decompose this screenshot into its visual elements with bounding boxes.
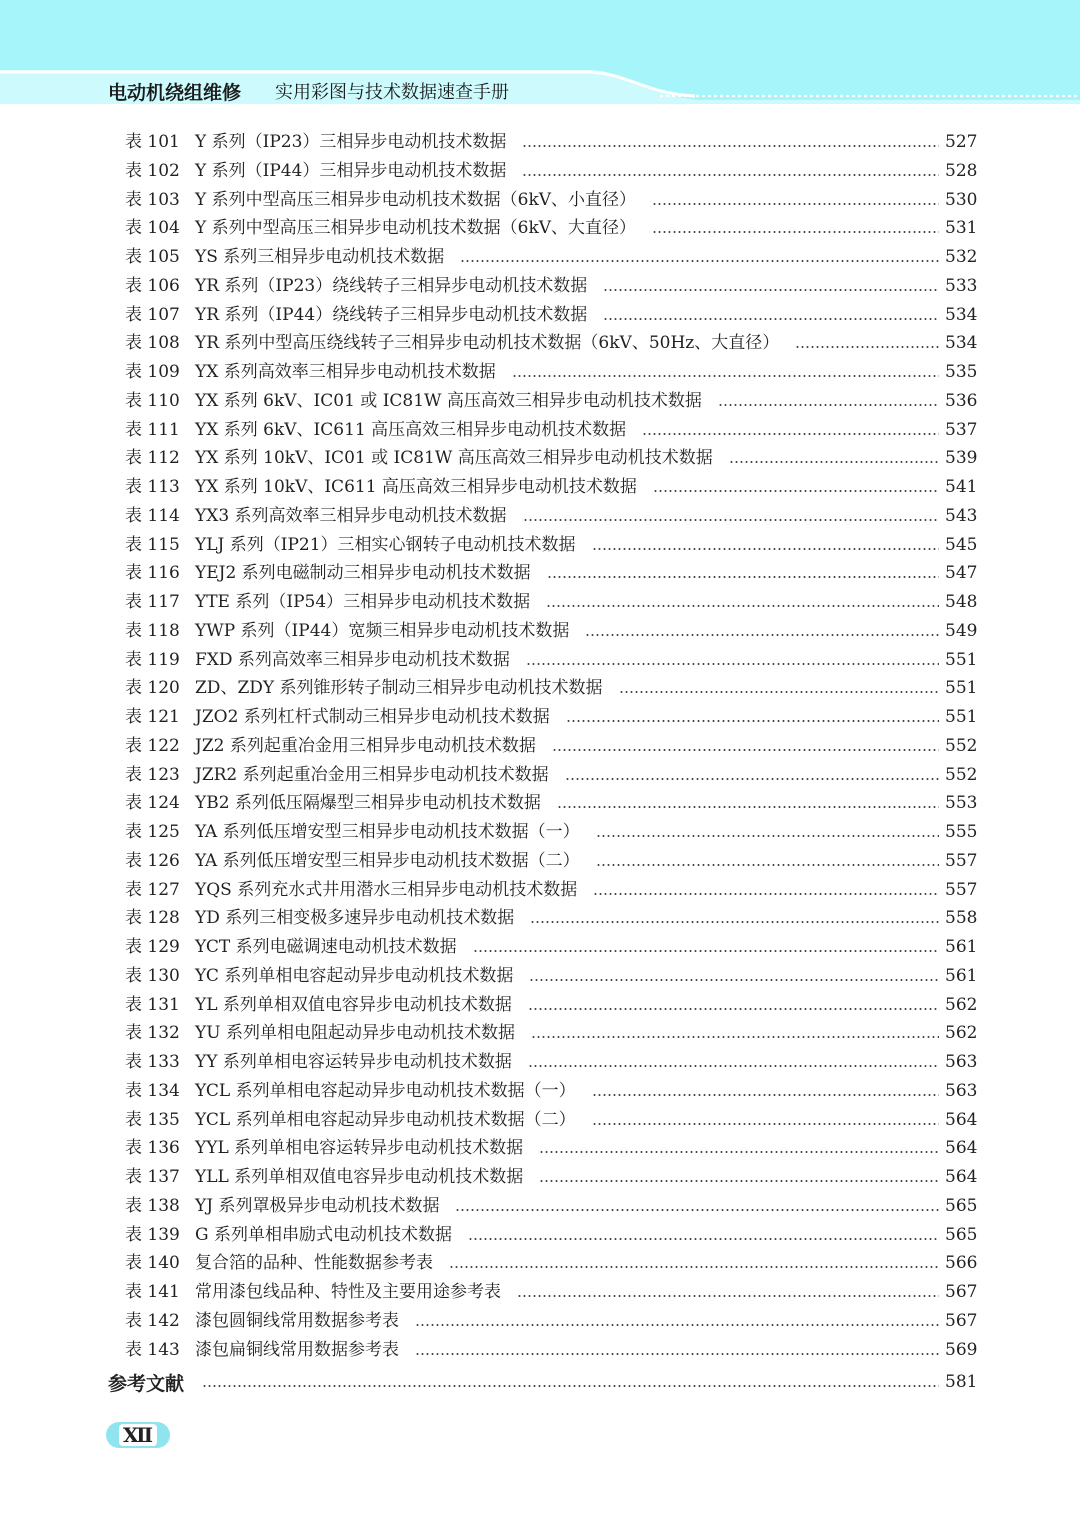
toc-entry[interactable] <box>125 1192 978 1220</box>
toc-entry-page: 564 <box>945 1167 978 1187</box>
dot-leader <box>522 145 939 147</box>
toc-entry[interactable] <box>125 1163 978 1191</box>
toc-entry-label: 表 119 <box>125 649 180 670</box>
toc-entry-page: 567 <box>945 1282 978 1302</box>
dot-leader <box>522 174 939 176</box>
toc-entry-page: 562 <box>945 994 978 1015</box>
toc-entry-page: 563 <box>945 1052 978 1072</box>
dot-leader <box>449 1266 939 1268</box>
toc-entry-label: 表 128 <box>125 908 180 929</box>
toc-entry-title: 复合箔的品种、性能数据参考表 <box>195 1253 433 1274</box>
toc-entry[interactable] <box>125 1221 978 1249</box>
toc-entry-title: YL 系列单相双值电容异步电动机技术数据 <box>195 994 512 1015</box>
toc-entry-page: 567 <box>945 1310 978 1331</box>
toc-entry-label: 表 104 <box>125 218 180 239</box>
toc-entry[interactable] <box>125 818 978 846</box>
dot-leader <box>603 318 939 320</box>
dot-leader <box>592 548 939 550</box>
toc-entry-page: 541 <box>945 477 978 497</box>
toc-entry[interactable] <box>125 1278 978 1306</box>
dot-leader <box>596 835 939 837</box>
toc-entry[interactable] <box>125 214 978 242</box>
toc-entry-page: 565 <box>945 1195 978 1216</box>
references-title: 参考文献 <box>108 1372 185 1395</box>
toc-entry[interactable] <box>125 272 978 300</box>
toc-entry-label: 表 131 <box>125 994 180 1015</box>
toc-entry-page: 527 <box>945 132 978 152</box>
toc-entry[interactable] <box>125 847 978 875</box>
toc-entry-label: 表 111 <box>125 419 180 440</box>
toc-entry[interactable] <box>125 732 978 760</box>
toc-entry-title: YCL 系列单相电容起动异步电动机技术数据（一） <box>195 1080 576 1101</box>
toc-entry-title: Y 系列（IP23）三相异步电动机技术数据 <box>195 132 507 152</box>
dot-leader <box>603 289 939 291</box>
toc-entry-title: 漆包扁铜线常用数据参考表 <box>195 1339 399 1360</box>
toc-entry[interactable] <box>125 1336 978 1364</box>
toc-entry[interactable] <box>125 243 978 271</box>
toc-entry-title: YJ 系列罩极异步电动机技术数据 <box>195 1195 440 1216</box>
toc-entry-page: 564 <box>945 1109 978 1130</box>
toc-entry-title: YLJ 系列（IP21）三相实心钢转子电动机技术数据 <box>195 534 576 555</box>
dot-leader <box>552 749 939 751</box>
toc-entry-label: 表 139 <box>125 1224 180 1245</box>
toc-entry-title: YX 系列高效率三相异步电动机技术数据 <box>195 362 496 382</box>
toc-entry-label: 表 134 <box>125 1080 180 1101</box>
toc-entry[interactable] <box>125 761 978 789</box>
toc-entry[interactable] <box>125 904 978 932</box>
toc-entry-page: 547 <box>945 563 978 584</box>
toc-entry-page: 539 <box>945 448 978 469</box>
dot-leader <box>652 231 939 233</box>
toc-entry-title: G 系列单相串励式电动机技术数据 <box>195 1224 452 1245</box>
toc-entry-label: 表 107 <box>125 304 180 325</box>
dot-leader <box>415 1324 939 1326</box>
toc-entry-label: 表 143 <box>125 1339 180 1360</box>
dot-leader <box>529 979 939 981</box>
toc-entry-title: Y 系列中型高压三相异步电动机技术数据（6kV、大直径） <box>195 218 637 239</box>
toc-entry-title: YX 系列 6kV、IC611 高压高效三相异步电动机技术数据 <box>195 419 627 440</box>
toc-entry[interactable] <box>125 387 978 415</box>
toc-entry-title: YA 系列低压增安型三相异步电动机技术数据（一） <box>195 822 580 842</box>
page-number: Ⅻ <box>119 1424 157 1446</box>
toc-entry-label: 表 110 <box>125 390 180 411</box>
toc-entry-title: YX3 系列高效率三相异步电动机技术数据 <box>195 505 507 526</box>
dot-leader <box>596 864 939 866</box>
toc-entry[interactable] <box>125 646 978 674</box>
toc-entry-page: 531 <box>945 218 978 239</box>
dot-leader <box>530 921 939 923</box>
dot-leader <box>642 433 939 435</box>
dot-leader <box>512 375 939 377</box>
toc-entry-label: 表 114 <box>125 505 180 526</box>
toc-entry-page: 551 <box>945 649 978 670</box>
toc-entry-page: 566 <box>945 1253 978 1274</box>
toc-entry-label: 表 137 <box>125 1167 180 1187</box>
dot-leader <box>729 461 939 463</box>
toc-entry-references[interactable] <box>108 1366 978 1398</box>
toc-entry-page: 534 <box>945 304 978 325</box>
toc-entry-title: YR 系列（IP44）绕线转子三相异步电动机技术数据 <box>195 304 588 325</box>
dot-leader <box>455 1209 939 1211</box>
toc-entry-page: 564 <box>945 1138 978 1159</box>
toc-entry-page: 569 <box>945 1339 978 1360</box>
toc-entry-label: 表 121 <box>125 707 180 727</box>
toc-entry-page: 563 <box>945 1080 978 1101</box>
toc-entry[interactable] <box>125 991 978 1019</box>
toc-entry-title: Y 系列（IP44）三相异步电动机技术数据 <box>195 160 507 181</box>
toc-entry-title: YR 系列中型高压绕线转子三相异步电动机技术数据（6kV、50Hz、大直径） <box>195 333 780 354</box>
toc-entry-label: 表 116 <box>125 563 180 584</box>
dot-leader <box>526 663 939 665</box>
toc-entry-title: JZR2 系列起重冶金用三相异步电动机技术数据 <box>195 764 549 785</box>
toc-entry-label: 表 115 <box>125 534 180 555</box>
dot-leader <box>566 720 939 722</box>
dot-leader <box>547 576 939 578</box>
toc-entry-title: 常用漆包线品种、特性及主要用途参考表 <box>195 1282 501 1302</box>
toc-entry-page: 535 <box>945 362 978 382</box>
toc-entry[interactable] <box>125 617 978 645</box>
toc-entry-label: 表 106 <box>125 275 180 296</box>
toc-entry[interactable] <box>125 416 978 444</box>
toc-entry-title: YY 系列单相电容运转异步电动机技术数据 <box>195 1052 512 1072</box>
toc-entry-label: 表 113 <box>125 477 180 497</box>
toc-entry-title: YX 系列 6kV、IC01 或 IC81W 高压高效三相异步电动机技术数据 <box>195 390 702 411</box>
toc-entry-page: 561 <box>945 937 978 957</box>
toc-entry-label: 表 138 <box>125 1195 180 1216</box>
toc-entry[interactable] <box>125 358 978 386</box>
toc-entry-title: YU 系列单相电阻起动异步电动机技术数据 <box>195 1023 515 1044</box>
toc-entry-page: 537 <box>945 419 978 440</box>
toc-entry[interactable] <box>125 933 978 961</box>
toc-entry[interactable] <box>125 128 978 156</box>
toc-entry-page: 565 <box>945 1224 978 1245</box>
toc-entry-title: YEJ2 系列电磁制动三相异步电动机技术数据 <box>195 563 531 584</box>
toc-entry-label: 表 101 <box>125 132 180 152</box>
toc-entry-page: 552 <box>945 764 978 785</box>
toc-entry[interactable] <box>125 789 978 817</box>
toc-entry[interactable] <box>125 1048 978 1076</box>
toc-entry-title: JZO2 系列杠杆式制动三相异步电动机技术数据 <box>195 707 550 727</box>
book-subtitle: 实用彩图与技术数据速查手册 <box>275 82 509 103</box>
toc-entry-title: YCT 系列电磁调速电动机技术数据 <box>195 937 457 957</box>
toc-entry-page: 549 <box>945 620 978 641</box>
dot-leader <box>468 1238 939 1240</box>
toc-entry[interactable] <box>125 588 978 616</box>
dot-leader <box>795 346 939 348</box>
dot-leader <box>546 605 939 607</box>
toc-entry-title: YB2 系列低压隔爆型三相异步电动机技术数据 <box>195 793 541 814</box>
dot-leader <box>557 806 939 808</box>
dot-leader <box>415 1353 939 1355</box>
dot-leader <box>653 490 939 492</box>
toc-entry-label: 表 108 <box>125 333 180 354</box>
toc-entry-label: 表 129 <box>125 937 180 957</box>
toc-entry-page: 536 <box>945 390 978 411</box>
dot-leader <box>528 1065 939 1067</box>
toc-entry[interactable] <box>125 531 978 559</box>
dot-leader <box>460 260 939 262</box>
toc-entry-label: 表 126 <box>125 850 180 871</box>
toc-entry-page: 555 <box>945 822 978 842</box>
toc-entry[interactable] <box>125 186 978 214</box>
toc-entry-label: 表 105 <box>125 247 180 267</box>
toc-entry-label: 表 133 <box>125 1052 180 1072</box>
toc-entry-label: 表 130 <box>125 965 180 986</box>
toc-entry-page: 543 <box>945 505 978 526</box>
toc-entry-label: 表 122 <box>125 735 180 756</box>
dot-leader <box>528 1008 939 1010</box>
toc-entry-title: YQS 系列充水式井用潜水三相异步电动机技术数据 <box>195 879 578 900</box>
toc-entry-label: 表 112 <box>125 448 180 469</box>
toc-entry-page: 534 <box>945 333 978 354</box>
toc-entry-label: 表 102 <box>125 160 180 181</box>
toc-entry-title: YTE 系列（IP54）三相异步电动机技术数据 <box>195 592 531 612</box>
toc-entry[interactable] <box>125 1077 978 1105</box>
toc-entry-label: 表 135 <box>125 1109 180 1130</box>
toc-entry-title: Y 系列中型高压三相异步电动机技术数据（6kV、小直径） <box>195 189 637 210</box>
toc-entry[interactable] <box>125 301 978 329</box>
dot-leader <box>593 893 939 895</box>
toc-entry-label: 表 136 <box>125 1138 180 1159</box>
toc-entry-title: 漆包圆铜线常用数据参考表 <box>195 1310 399 1331</box>
toc-entry-label: 表 118 <box>125 620 180 641</box>
toc-entry-page: 558 <box>945 908 978 929</box>
toc-entry-title: YR 系列（IP23）绕线转子三相异步电动机技术数据 <box>195 275 588 296</box>
toc-entry-title: YX 系列 10kV、IC611 高压高效三相异步电动机技术数据 <box>195 477 637 497</box>
toc-entry-title: YS 系列三相异步电动机技术数据 <box>195 247 445 267</box>
toc-entry[interactable] <box>125 444 978 472</box>
dot-leader <box>202 1385 939 1387</box>
toc-entry-label: 表 123 <box>125 764 180 785</box>
toc-entry-title: YD 系列三相变极多速异步电动机技术数据 <box>195 908 515 929</box>
toc-entry-label: 表 109 <box>125 362 180 382</box>
toc-entry-page: 528 <box>945 160 978 181</box>
toc-entry-title: ZD、ZDY 系列锥形转子制动三相异步电动机技术数据 <box>195 678 603 699</box>
dot-leader <box>619 691 939 693</box>
toc-entry-title: YA 系列低压增安型三相异步电动机技术数据（二） <box>195 850 580 871</box>
toc-entry-label: 表 141 <box>125 1282 180 1302</box>
toc-entry-label: 表 142 <box>125 1310 180 1331</box>
toc-entry[interactable] <box>125 876 978 904</box>
toc-entry-label: 表 125 <box>125 822 180 842</box>
dot-leader <box>517 1295 939 1297</box>
toc-entry[interactable] <box>125 157 978 185</box>
references-page: 581 <box>945 1372 978 1392</box>
dot-leader <box>473 950 939 952</box>
toc-entry[interactable] <box>125 674 978 702</box>
dot-leader <box>592 1094 939 1096</box>
toc-entry-page: 557 <box>945 879 978 900</box>
book-title: 电动机绕组维修 <box>108 82 242 104</box>
toc-entry[interactable] <box>125 473 978 501</box>
toc-entry-page: 561 <box>945 965 978 986</box>
toc-entry-label: 表 120 <box>125 678 180 699</box>
toc-entry-title: YC 系列单相电容起动异步电动机技术数据 <box>195 965 514 986</box>
toc-entry-page: 557 <box>945 850 978 871</box>
toc-entry[interactable] <box>125 329 978 357</box>
toc-entry[interactable] <box>125 559 978 587</box>
dot-leader <box>652 203 939 205</box>
dot-leader <box>565 778 939 780</box>
toc-entry-label: 表 117 <box>125 592 180 612</box>
dot-leader <box>539 1180 939 1182</box>
toc-entry-label: 表 127 <box>125 879 180 900</box>
toc-entry[interactable] <box>125 502 978 530</box>
toc-entry[interactable] <box>125 1307 978 1335</box>
toc-entry-title: YCL 系列单相电容起动异步电动机技术数据（二） <box>195 1109 576 1130</box>
toc-entry-label: 表 124 <box>125 793 180 814</box>
page-number-badge <box>106 1422 170 1448</box>
toc-entry-title: YYL 系列单相电容运转异步电动机技术数据 <box>195 1138 524 1159</box>
toc-entry[interactable] <box>125 703 978 731</box>
toc-entry[interactable] <box>125 1249 978 1277</box>
toc-entry-page: 551 <box>945 678 978 699</box>
toc-entry-page: 553 <box>945 793 978 814</box>
toc-entry-label: 表 140 <box>125 1253 180 1274</box>
toc-entry-page: 552 <box>945 735 978 756</box>
toc-entry-title: YWP 系列（IP44）宽频三相异步电动机技术数据 <box>195 620 570 641</box>
toc-entry-page: 532 <box>945 247 978 267</box>
toc-entry-label: 表 132 <box>125 1023 180 1044</box>
toc-entry-page: 545 <box>945 534 978 555</box>
toc-entry-page: 533 <box>945 275 978 296</box>
dot-leader <box>585 634 939 636</box>
toc-entry[interactable] <box>125 1134 978 1162</box>
toc-entry[interactable] <box>125 962 978 990</box>
dot-leader <box>539 1151 939 1153</box>
toc-entry-page: 548 <box>945 592 978 612</box>
dot-leader <box>531 1036 939 1038</box>
toc-entry[interactable] <box>125 1019 978 1047</box>
dot-leader <box>718 404 939 406</box>
dot-leader <box>523 519 939 521</box>
dot-leader <box>592 1123 939 1125</box>
toc-entry-label: 表 103 <box>125 189 180 210</box>
toc-entry[interactable] <box>125 1106 978 1134</box>
toc-entry-page: 562 <box>945 1023 978 1044</box>
toc-entry-page: 530 <box>945 189 978 210</box>
toc-entry-title: FXD 系列高效率三相异步电动机技术数据 <box>195 649 510 670</box>
toc-entry-title: JZ2 系列起重冶金用三相异步电动机技术数据 <box>195 735 536 756</box>
toc-entry-title: YX 系列 10kV、IC01 或 IC81W 高压高效三相异步电动机技术数据 <box>195 448 713 469</box>
toc-entry-page: 551 <box>945 707 978 727</box>
toc-entry-title: YLL 系列单相双值电容异步电动机技术数据 <box>195 1167 524 1187</box>
